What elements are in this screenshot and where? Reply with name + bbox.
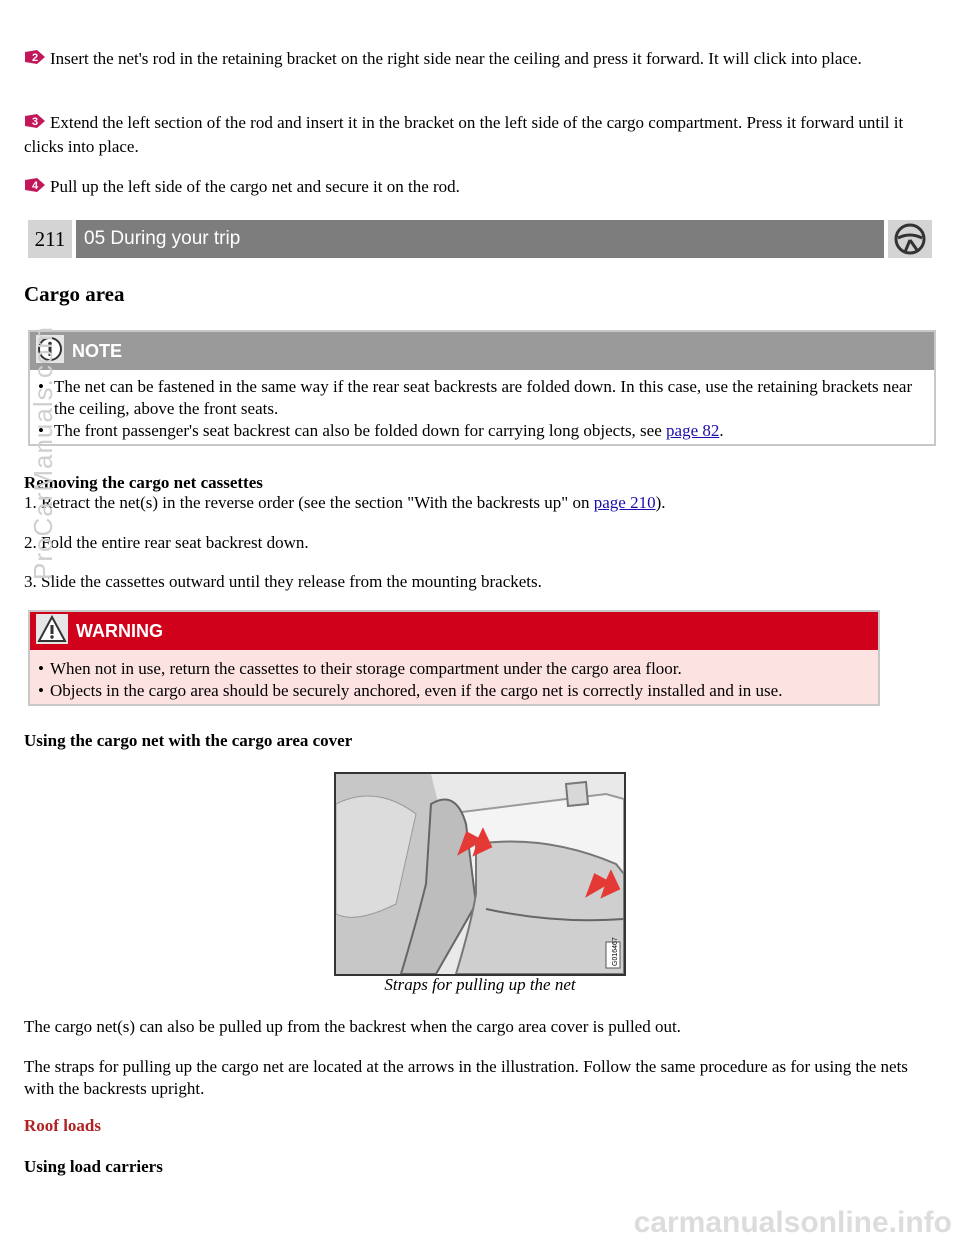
warning-box bbox=[28, 610, 880, 706]
step-number-icon bbox=[24, 176, 46, 200]
roof-loads-heading: Roof loads bbox=[24, 1116, 101, 1135]
removing-step-2: 2. Fold the entire rear seat backrest down. bbox=[24, 533, 309, 552]
warning-list bbox=[30, 650, 878, 704]
step-2 bbox=[24, 48, 924, 72]
section-title: Cargo area bbox=[24, 282, 125, 306]
steering-wheel-icon bbox=[888, 220, 932, 258]
step-text: Extend the left section of the rod and insert it in the bracket on the left side of the cargo compartment. Press it forward until it clicks into place. bbox=[24, 113, 904, 156]
page-82-link[interactable]: page 82 bbox=[666, 421, 720, 440]
bottom-watermark: carmanualsonline.info bbox=[633, 1206, 952, 1239]
removing-step-3: 3. Slide the cassettes outward until they release from the mounting brackets. bbox=[24, 572, 542, 591]
step-number-icon bbox=[24, 112, 46, 136]
page-210-link[interactable]: page 210 bbox=[593, 493, 656, 512]
note-label: NOTE bbox=[72, 341, 123, 361]
chapter-header bbox=[28, 220, 932, 258]
svg-text:3: 3 bbox=[32, 116, 39, 128]
note-header bbox=[30, 332, 934, 370]
step-3 bbox=[24, 112, 924, 158]
warning-label: WARNING bbox=[76, 621, 163, 641]
using-load-carriers-heading: Using load carriers bbox=[24, 1157, 163, 1176]
note-list bbox=[30, 370, 934, 444]
page-number: 211 bbox=[28, 220, 72, 258]
removing-step-1: 1. Retract the net(s) in the reverse order (see the section "With the backrests up" on page 210). bbox=[24, 493, 666, 512]
figure-caption: Straps for pulling up the net bbox=[384, 975, 576, 994]
list-item: • When not in use, return the cassettes to their storage compartment under the cargo area floor. bbox=[34, 658, 874, 680]
svg-text:4: 4 bbox=[32, 180, 39, 192]
list-item: • The front passenger's seat backrest can also be folded down for carrying long objects, see page 82. bbox=[34, 420, 930, 442]
figure-code: G016467 bbox=[612, 937, 619, 966]
removing-heading: Removing the cargo net cassettes bbox=[24, 473, 263, 492]
step-4 bbox=[24, 176, 924, 200]
step-text: Pull up the left side of the cargo net and secure it on the rod. bbox=[50, 177, 460, 196]
step-text: Insert the net's rod in the retaining bracket on the right side near the ceiling and press it forward. It will click into place. bbox=[50, 49, 862, 68]
svg-text:2: 2 bbox=[32, 52, 39, 64]
note-box bbox=[28, 330, 936, 446]
warning-icon bbox=[36, 614, 68, 649]
warning-header bbox=[30, 612, 878, 650]
cargo-net-illustration bbox=[334, 772, 626, 976]
list-item: • Objects in the cargo area should be securely anchored, even if the cargo net is correctly installed and in use. bbox=[34, 680, 874, 702]
list-item: • The net can be fastened in the same way if the rear seat backrests are folded down. In this case, use the retaining brackets near the ceiling, above the front seats. bbox=[34, 376, 930, 420]
step-number-icon bbox=[24, 48, 46, 72]
paragraph: The straps for pulling up the cargo net are located at the arrows in the illustration. Follow the same procedure as for using the nets with the backrests upright. bbox=[24, 1057, 908, 1098]
side-watermark: ProCarManuals.com bbox=[28, 326, 58, 580]
paragraph: The cargo net(s) can also be pulled up from the backrest when the cargo area cover is pulled out. bbox=[24, 1017, 681, 1036]
using-cover-heading: Using the cargo net with the cargo area cover bbox=[24, 731, 353, 750]
chapter-title: 05 During your trip bbox=[76, 220, 884, 258]
